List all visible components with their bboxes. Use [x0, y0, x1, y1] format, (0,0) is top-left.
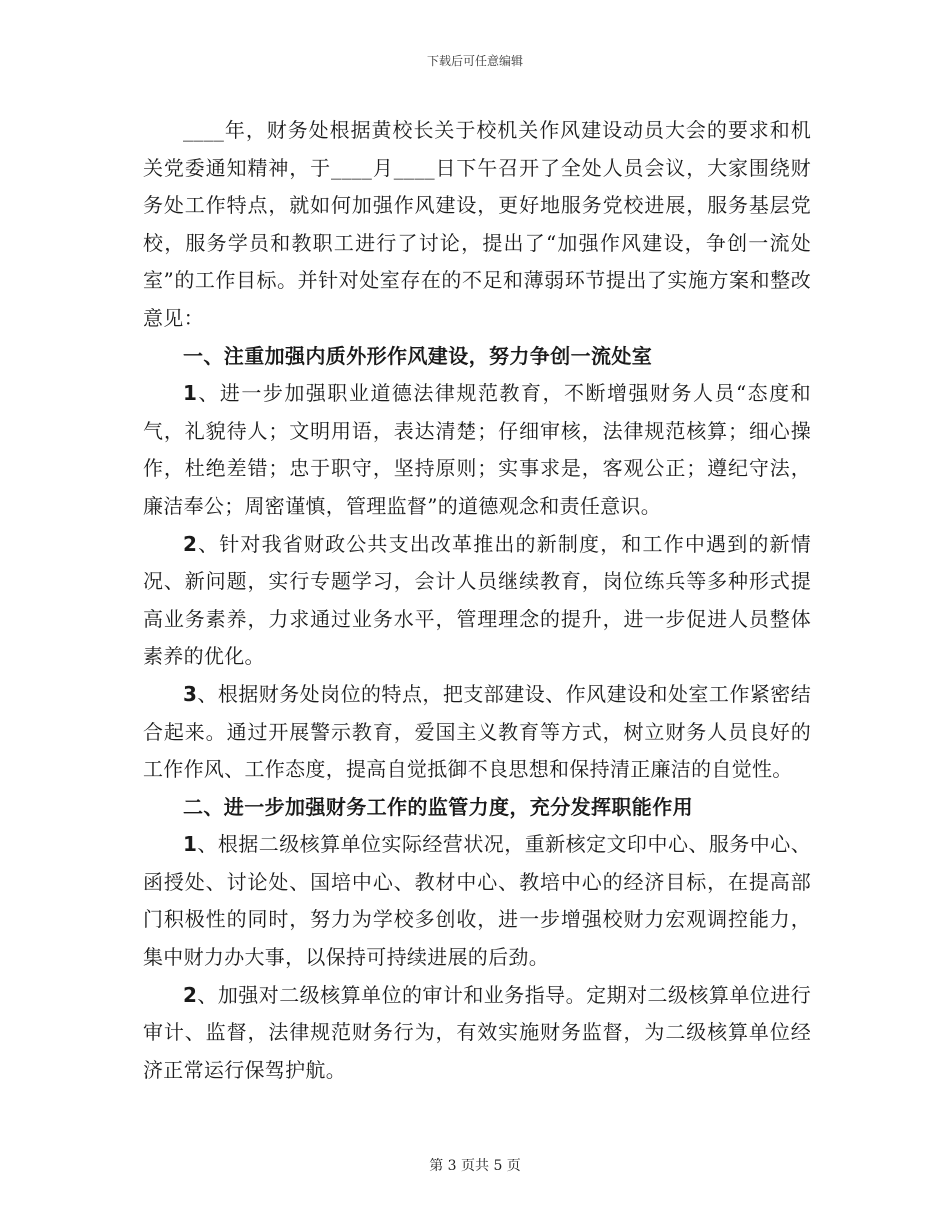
section1-item-2 — [143, 526, 811, 676]
item-text: 、根据财务处岗位的特点，把支部建设、作风建设和处室工作紧密结合起来。通过开展警示教育，爱国主义教育等方式，树立财务人员良好的工作作风、工作态度，提高自觉抵御不良思想和保持清正廉洁的自觉性。 — [143, 681, 811, 782]
intro-paragraph: ____年，财务处根据黄校长关于校机关作风建设动员大会的要求和机关党委通知精神，于____月____日下午召开了全处人员会议，大家围绕财务处工作特点，就如何加强作风建设，更好地服务党校进展，服务基层党校，服务学员和教职工进行了讨论，提出了“加强作风建设，争创一流处室”的工作目标。并针对处室存在的不足和薄弱环节提出了实施方案和整改意见： — [143, 118, 811, 330]
section-heading-2: 二、进一步加强财务工作的监管力度，充分发挥职能作用 — [183, 794, 693, 819]
document-body — [143, 112, 811, 1089]
item-number: 3 — [183, 681, 198, 706]
section-heading-1: 一、注重加强内质外形作风建设，努力争创一流处室 — [183, 343, 653, 368]
section1-item-1 — [143, 375, 811, 525]
section2-item-2 — [143, 977, 811, 1090]
item-number: 1 — [183, 832, 198, 857]
section1-item-3 — [143, 676, 811, 789]
item-number: 2 — [183, 531, 198, 556]
page-number-footer: 第 3 页共 5 页 — [429, 1158, 521, 1174]
item-text: 、针对我省财政公共支出改革推出的新制度，和工作中遇到的新情况、新问题，实行专题学习，会计人员继续教育，岗位练兵等多种形式提高业务素养，力求通过业务水平，管理理念的提升，进一步促进人员整体素养的优化。 — [143, 531, 811, 669]
item-number: 1 — [183, 381, 198, 406]
page-header-note: 下载后可任意编辑 — [426, 54, 523, 68]
section2-item-1 — [143, 826, 811, 976]
item-number: 2 — [183, 982, 198, 1007]
item-text: 、加强对二级核算单位的审计和业务指导。定期对二级核算单位进行审计、监督，法律规范财务行为，有效实施财务监督，为二级核算单位经济正常运行保驾护航。 — [143, 982, 811, 1082]
item-text: 、根据二级核算单位实际经营状况，重新核定文印中心、服务中心、函授处、讨论处、国培中心、教材中心、教培中心的经济目标，在提高部门积极性的同时，努力为学校多创收，进一步增强校财力宏观调控能力，集中财力办大事，以保持可持续进展的后劲。 — [143, 832, 811, 970]
item-text: 、进一步加强职业道德法律规范教育，不断增强财务人员“态度和气，礼貌待人；文明用语，表达清楚；仔细审核，法律规范核算；细心操作，杜绝差错；忠于职守，坚持原则；实事求是，客观公正；遵纪守法，廉洁奉公；周密谨慎，管理监督”的道德观念和责任意识。 — [143, 381, 811, 518]
